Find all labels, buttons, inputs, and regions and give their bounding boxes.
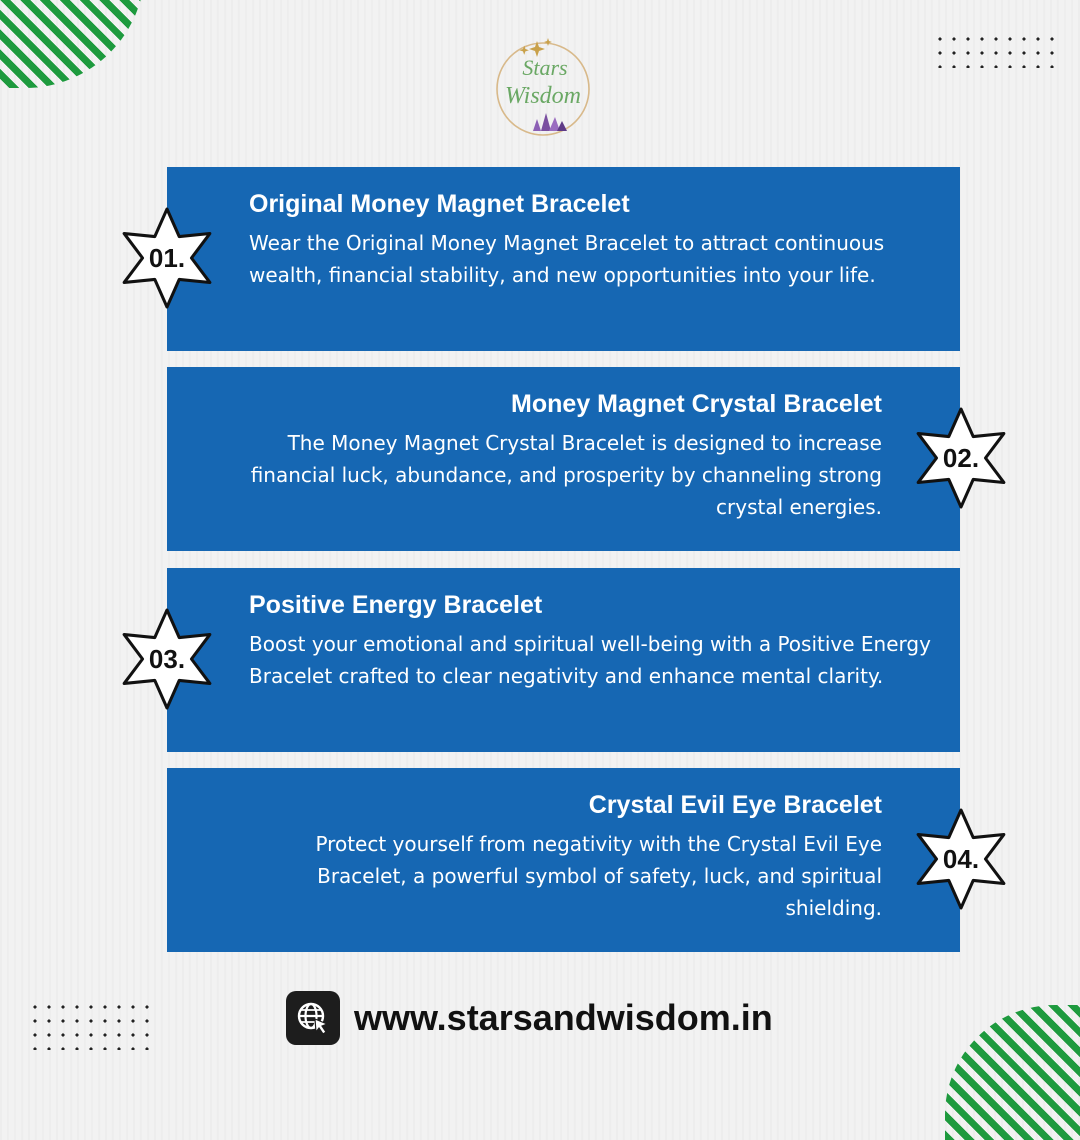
green-stripe-decoration-bottom-right [945, 1005, 1080, 1140]
badge-number: 01. [148, 242, 186, 273]
logo-text-wisdom: Wisdom [504, 83, 582, 109]
number-badge-2 [910, 407, 1012, 509]
stars-and-wisdom-logo [483, 33, 603, 141]
globe-cursor-icon[interactable] [286, 991, 340, 1045]
dot-grid-decoration-top-right [933, 32, 1058, 68]
website-link[interactable]: www.starsandwisdom.in [354, 997, 773, 1038]
badge-number: 04. [942, 843, 980, 874]
card-description: Wear the Original Money Magnet Bracelet to attract continuous wealth, financial stability, and new opportunities into your life. [249, 231, 885, 287]
number-badge-3 [116, 608, 218, 710]
card-description: Protect yourself from negativity with the Crystal Evil Eye Bracelet, a powerful symbol of safety, luck, and spiritual shielding. [315, 832, 882, 920]
card-title: Crystal Evil Eye Bracelet [588, 791, 882, 819]
badge-number: 03. [148, 643, 186, 674]
card-title: Positive Energy Bracelet [249, 591, 543, 619]
website-footer[interactable] [286, 990, 773, 1046]
badge-number: 02. [942, 442, 980, 473]
bracelet-card-3 [167, 568, 960, 752]
card-description: Boost your emotional and spiritual well-being with a Positive Energy Bracelet crafted to clear negativity and enhance mental clarity. [249, 632, 931, 688]
card-description: The Money Magnet Crystal Bracelet is designed to increase financial luck, abundance, and prosperity by channeling strong crystal energies. [250, 431, 882, 519]
bracelet-card-4 [167, 768, 960, 952]
number-badge-1 [116, 207, 218, 309]
green-stripe-decoration-top-left [0, 0, 145, 88]
card-title: Money Magnet Crystal Bracelet [511, 390, 882, 418]
logo-text-stars: Stars [522, 55, 568, 80]
bracelet-card-2 [167, 367, 960, 551]
number-badge-4 [910, 808, 1012, 910]
dot-grid-decoration-bottom-left [28, 1000, 153, 1050]
card-title: Original Money Magnet Bracelet [249, 190, 630, 218]
bracelet-card-1 [167, 167, 960, 351]
